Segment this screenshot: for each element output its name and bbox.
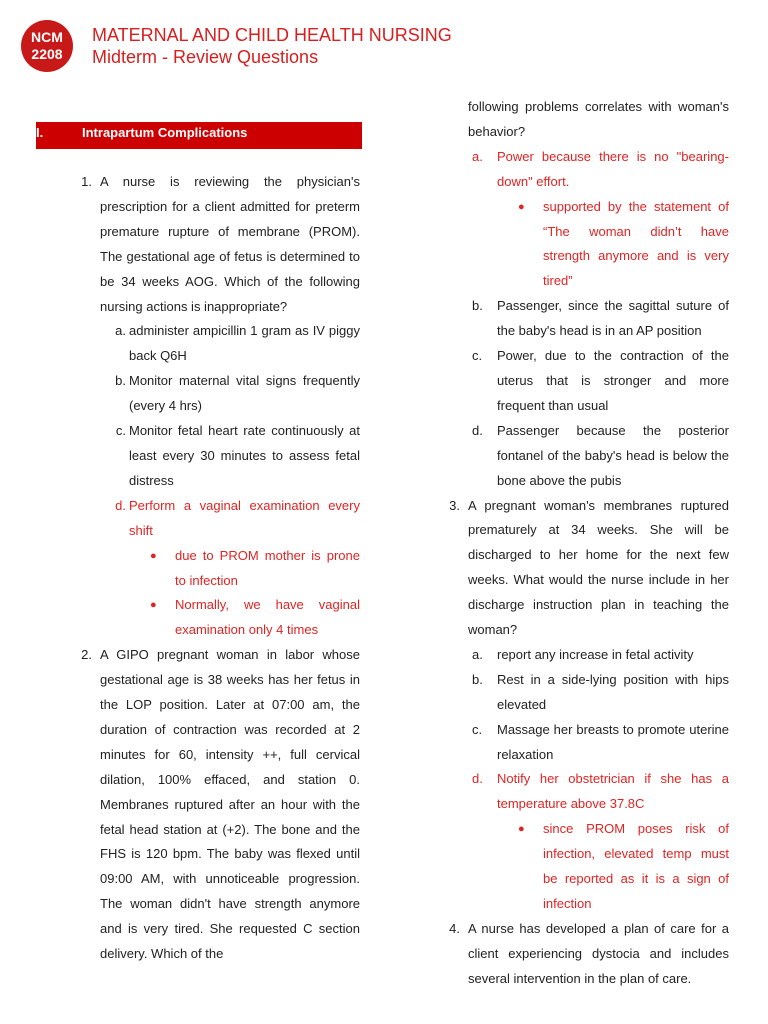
rationale-item <box>100 544 360 594</box>
option-c <box>468 344 729 419</box>
question-1 <box>70 170 360 319</box>
option-text: administer ampicillin 1 gram as IV piggy back Q6H <box>129 323 360 364</box>
bullet-icon: ● <box>518 200 525 213</box>
option-letter: d. <box>115 497 126 513</box>
rationale-item <box>100 593 360 643</box>
option-letter: b. <box>472 298 483 314</box>
option-text: Passenger, since the sagittal suture of the baby's head is in an AP position <box>497 298 729 339</box>
question-number: 4. <box>449 920 460 936</box>
option-letter: a. <box>115 323 126 339</box>
rationale-item <box>468 817 729 917</box>
option-letter: d. <box>472 771 483 787</box>
question-2-continued: following problems correlates with woman's behavior? <box>468 99 729 139</box>
question-text: A nurse is reviewing the physician's prescription for a client admitted for preterm premature rupture of membrane (PROM). The gestational age of fetus is determined to be 34 weeks AOG. Which of the following nursing actions is inappropriate? <box>100 174 360 314</box>
option-letter: d. <box>472 422 483 438</box>
option-text: Monitor fetal heart rate continuously at least every 30 minutes to assess fetal distress <box>129 423 360 488</box>
option-letter: a. <box>472 148 483 164</box>
question-3-options <box>438 643 729 917</box>
document-subtitle: Midterm - Review Questions <box>92 47 319 67</box>
question-number: 2. <box>81 647 92 663</box>
option-text: Notify her obstetrician if she has a temperature above 37.8C <box>497 771 729 812</box>
rationale-item <box>468 195 729 295</box>
question-4 <box>438 917 729 992</box>
rationale-text: Normally, we have vaginal examination only 4 times <box>175 597 360 638</box>
option-letter: c. <box>115 423 126 439</box>
option-letter: c. <box>472 721 483 737</box>
bullet-icon: ● <box>150 599 157 612</box>
left-column <box>70 170 360 967</box>
option-text: Power, due to the contraction of the uterus that is stronger and more frequent than usual <box>497 348 729 413</box>
option-text: Power because there is no "bearing-down" effort. <box>497 148 729 189</box>
question-number: 1. <box>81 174 92 189</box>
question-2-options <box>438 145 729 494</box>
badge-code: NCM <box>31 29 63 45</box>
rationale-text: since PROM poses risk of infection, elevated temp must be reported as it is a sign of infection <box>543 821 729 911</box>
option-d <box>468 419 729 494</box>
option-b <box>468 668 729 718</box>
option-text: Rest in a side-lying position with hips elevated <box>497 671 729 712</box>
question-1-options <box>70 319 360 643</box>
option-c <box>468 718 729 768</box>
rationale-text: supported by the statement of “The woman didn’t have strength anymore and is very tired” <box>543 198 729 289</box>
option-c <box>100 419 360 494</box>
option-b <box>468 294 729 344</box>
question-text: A nurse has developed a plan of care for a client experiencing dystocia and includes several intervention in the plan of care. <box>468 920 729 986</box>
option-text: report any increase in fetal activity <box>497 646 694 662</box>
option-a <box>100 319 360 369</box>
question-text: A pregnant woman's membranes ruptured prematurely at 34 weeks. She will be discharged to her home for the next few weeks. What would the nurse include in her discharge instruction plan in teaching the woman? <box>468 497 729 638</box>
question-text: A GIPO pregnant woman in labor whose gestational age is 38 weeks has her fetus in the LOP position. Later at 07:00 am, the duration of contraction was recorded at 2 minutes for 60, intensity ++, full cervical dilation, 100% effaced, and station 0. Membranes ruptured after an hour with the fetal head station at (+2). The bone and the FHS is 120 bpm. The baby was flexed until 09:00 AM, with unnoticeable progression. The woman didn't have strength anymore and is very tired. She requested C section delivery. Which of the <box>100 647 360 962</box>
option-a-answer <box>468 145 729 195</box>
document-title: MATERNAL AND CHILD HEALTH NURSING <box>92 25 452 45</box>
section-heading <box>36 122 362 149</box>
question-2 <box>70 643 360 967</box>
question-number: 3. <box>449 497 460 513</box>
option-text: Massage her breasts to promote uterine relaxation <box>497 721 729 762</box>
option-letter: b. <box>472 671 483 687</box>
option-letter: c. <box>472 348 483 364</box>
option-text: Perform a vaginal examination every shift <box>129 497 360 538</box>
option-d-answer <box>100 494 360 544</box>
badge-number: 2208 <box>31 46 63 62</box>
option-letter: a. <box>472 646 483 662</box>
section-number: I. <box>36 125 44 140</box>
question-3 <box>438 494 729 643</box>
option-d-answer <box>468 767 729 817</box>
right-column <box>438 95 729 992</box>
rationale-text: due to PROM mother is prone to infection <box>175 547 360 588</box>
bullet-icon: ● <box>150 549 157 562</box>
section-title: Intrapartum Complications <box>82 125 248 140</box>
option-letter: b. <box>115 373 126 389</box>
option-text: Monitor maternal vital signs frequently (every 4 hrs) <box>129 373 360 414</box>
option-a <box>468 643 729 668</box>
option-b <box>100 369 360 419</box>
course-badge <box>21 20 73 72</box>
bullet-icon: ● <box>518 823 525 836</box>
option-text: Passenger because the posterior fontanel of the baby's head is below the bone above the pubis <box>497 422 729 488</box>
